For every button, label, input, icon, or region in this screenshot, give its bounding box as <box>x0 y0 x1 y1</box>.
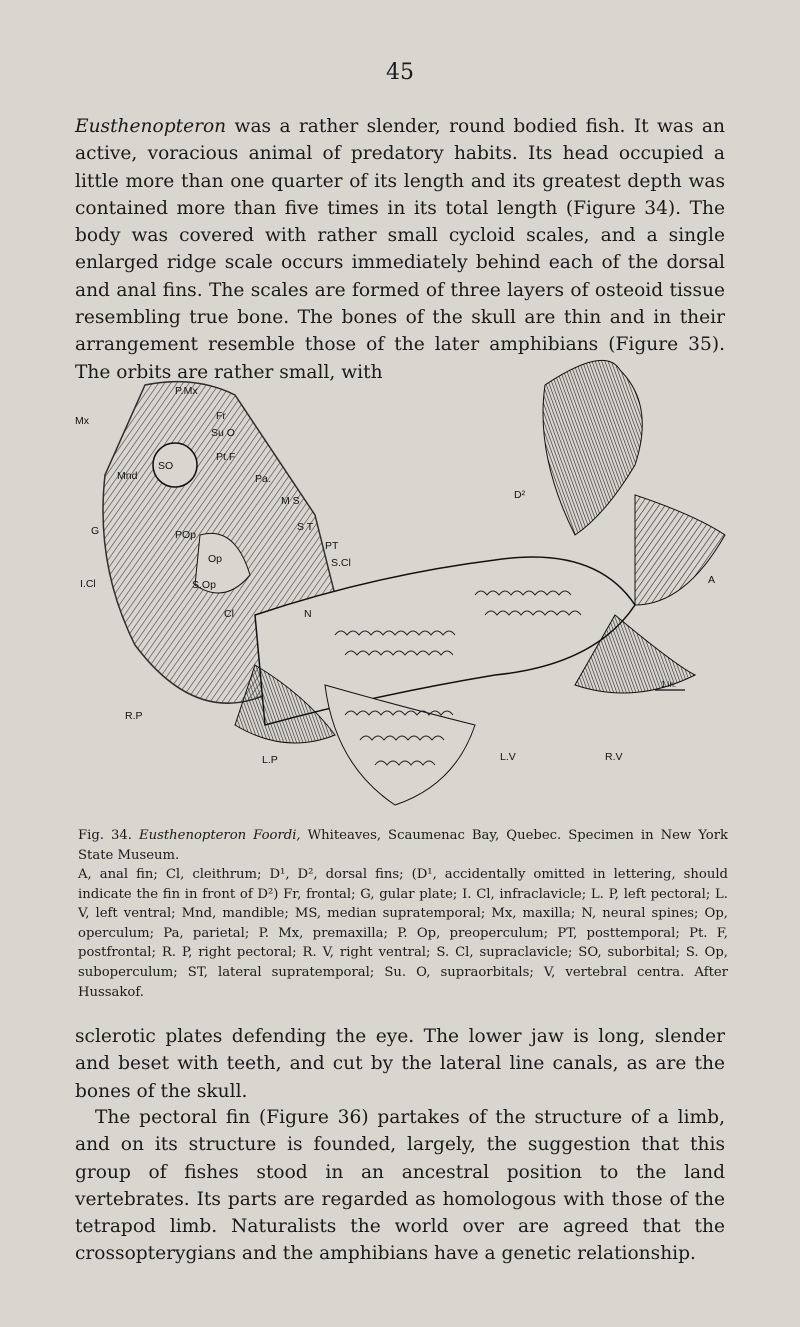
figure-species: Eusthenopteron Foordi, <box>138 828 301 843</box>
figure-location: Whiteaves, Scaumenac Bay, Quebec. Specimen in New York State Museum. <box>78 828 728 863</box>
label-ptf: Pt.F <box>216 451 236 463</box>
label-ms: M S <box>281 495 300 507</box>
label-d2: D² <box>514 489 526 501</box>
figure-number: Fig. 34. <box>78 828 132 843</box>
label-op: Op <box>208 553 223 565</box>
label-pa: Pa. <box>255 473 271 485</box>
label-fr: Fr <box>216 410 226 422</box>
label-ici: I.Cl <box>80 578 96 590</box>
label-cl: Cl <box>224 608 234 620</box>
page-number: 45 <box>386 60 414 85</box>
fossil-drawing <box>75 345 735 825</box>
label-st: S T <box>297 521 314 533</box>
paragraph-pectoral-fin: The pectoral fin (Figure 36) partakes of the structure of a limb, and on its structure is founded, largely, the suggestion that this group of fishes stood in an ancestral position to the land vertebrates. Its parts are regarded as homologous with those of the tetrapod limb. Naturalists the world over are agreed that the crossopterygians and the amphibians have a genetic relationship. <box>75 1107 725 1265</box>
label-lv: L.V <box>500 751 516 763</box>
paragraph-intro-text: was a rather slender, round bodied fish. It was an active, voracious animal of predatory habits. Its head occupied a little more than one quarter of its length and its greatest depth was contained more than five times in its total length (Figure 34). The body was covered with rather small cycloid scales, and a single enlarged ridge scale occurs immediately behind each of the dorsal and anal fins. The scales are formed of three layers of osteoid tissue resembling true bone. The bones of the skull are thin and in their arrangement resemble those of the later amphibians (Figure 35). The orbits are rather small, with <box>75 116 725 383</box>
label-suo: Su O <box>211 427 235 439</box>
label-pmx: P.Mx <box>175 385 198 397</box>
label-rp: R.P <box>125 710 143 722</box>
dorsal-fin <box>543 360 642 535</box>
label-mnd: Mnd <box>117 470 138 482</box>
label-g: G <box>91 525 100 537</box>
label-mx: Mx <box>75 415 89 427</box>
paragraph-jaw: sclerotic plates defending the eye. The lower jaw is long, slender and beset with teeth, and cut by the lateral line canals, as are the bones of the skull. <box>75 1026 725 1102</box>
label-a: A <box>708 574 716 586</box>
figure-legend: A, anal fin; Cl, cleithrum; D¹, D², dorsal fins; (D¹, accidentally omitted in lettering, should indicate the fin in front of D²) Fr, frontal; G, gular plate; I. Cl, infraclavicle; L. P, left pectoral; L. V, left ventral; Mnd, mandible; MS, median supratemporal; Mx, maxilla; N, neural spines; Op, operculum; Pa, parietal; P. Mx, premaxilla; P. Op, preoperculum; PT, posttemporal; Pt. F, postfrontal; R. P, right pectoral; R. V, right ventral; S. Cl, supraclavicle; SO, suborbital; S. Op, suboperculum; ST, lateral supratemporal; Su. O, supraorbitals; V, vertebral centra. After Hussakof. <box>78 867 728 1000</box>
label-pop: POp <box>175 529 197 541</box>
label-scale: 1 in. <box>661 680 677 689</box>
label-lp: L.P <box>262 754 278 766</box>
label-pt: PT <box>325 540 339 552</box>
label-sop: S.Op <box>192 579 216 591</box>
anal-fin <box>635 495 725 605</box>
label-so: SO <box>158 460 174 472</box>
species-name: Eusthenopteron <box>75 116 227 137</box>
label-sci: S.Cl <box>331 557 351 569</box>
figure-caption <box>78 826 728 865</box>
ventral-fin <box>325 685 475 805</box>
label-n: N <box>304 608 312 620</box>
label-rv: R.V <box>605 751 623 763</box>
fossil-figure <box>75 345 735 825</box>
